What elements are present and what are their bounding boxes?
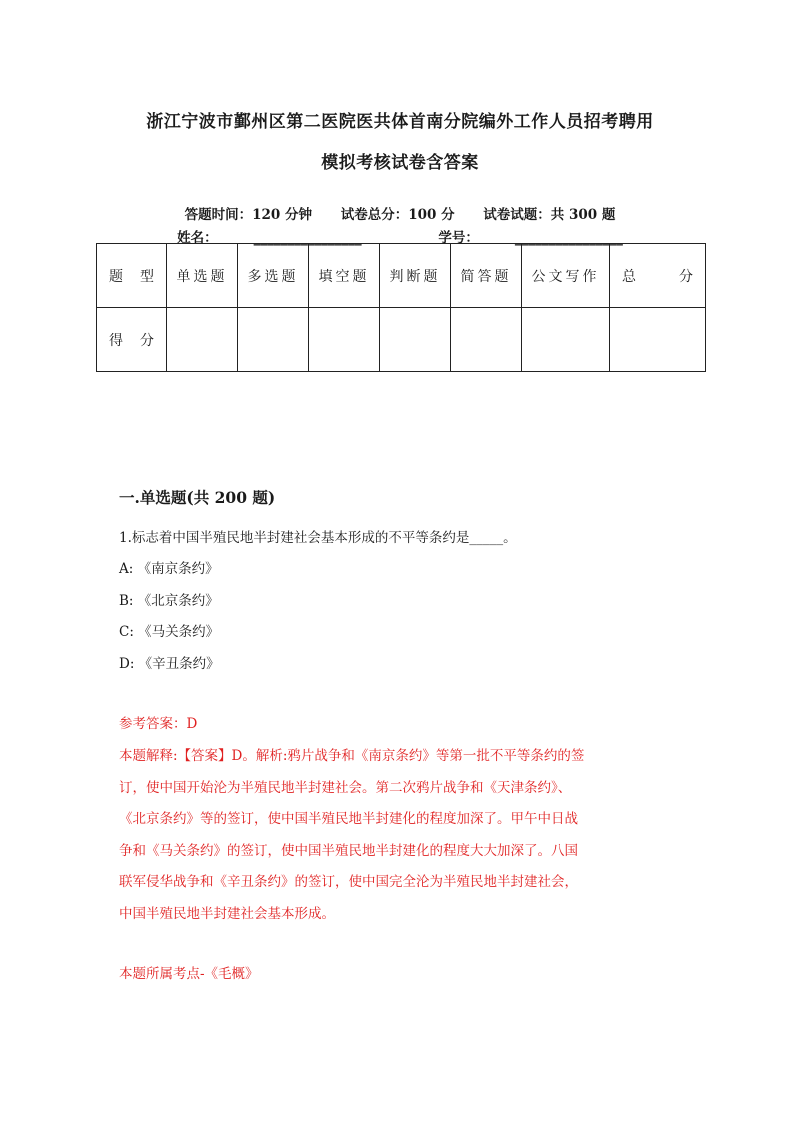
column-header: 公文写作 — [522, 244, 610, 308]
option-b: B: 《北京条约》 — [119, 593, 219, 609]
score-label-cell — [97, 308, 167, 372]
score-label-char: 分 — [140, 332, 154, 349]
column-header: 多选题 — [238, 244, 309, 308]
exam-info — [0, 203, 800, 223]
topic-label: 本题所属考点-《毛概》 — [119, 966, 259, 982]
score-cell[interactable] — [610, 308, 706, 372]
score-table — [96, 243, 706, 372]
explanation-line: 订，使中国开始沦为半殖民地半封建社会。第二次鸦片战争和《天津条约》、 — [119, 779, 572, 796]
column-header: 判断题 — [380, 244, 451, 308]
question-stem: 1.标志着中国半殖民地半封建社会基本形成的不平等条约是_____。 — [119, 530, 517, 546]
score-cell[interactable] — [522, 308, 610, 372]
score-label-char: 得 — [109, 332, 123, 349]
reference-answer: 参考答案：D — [119, 716, 198, 732]
total-label-char: 分 — [679, 268, 693, 285]
exam-question-count: 试卷试题：共 300 题 — [483, 207, 616, 223]
page-title-line1: 浙江宁波市鄞州区第二医院医共体首南分院编外工作人员招考聘用 — [146, 112, 654, 132]
page-title-line2: 模拟考核试卷含答案 — [321, 153, 479, 173]
type-label-char: 题 — [109, 268, 123, 285]
explanation-line: 中国半殖民地半封建社会基本形成。 — [119, 905, 335, 922]
type-label-char: 型 — [140, 268, 154, 285]
score-cell[interactable] — [451, 308, 522, 372]
explanation-line: 联军侵华战争和《辛丑条约》的签订，使中国完全沦为半殖民地半封建社会， — [119, 874, 578, 890]
explanation-line: 《北京条约》等的签订，使中国半殖民地半封建化的程度加深了。甲午中日战 — [119, 811, 578, 827]
option-a: A: 《南京条约》 — [119, 561, 219, 577]
id-blank: ________________ — [514, 230, 623, 246]
answer-explanation — [119, 741, 679, 930]
score-cell[interactable] — [167, 308, 238, 372]
explanation-line: 争和《马关条约》的签订，使中国半殖民地半封建化的程度大大加深了。八国 — [119, 842, 578, 859]
exam-total-score: 试卷总分：100 分 — [340, 207, 455, 223]
score-cell[interactable] — [380, 308, 451, 372]
score-table-header-row — [97, 244, 706, 308]
name-blank: ________________ — [253, 230, 362, 246]
name-label: 姓名： — [177, 230, 218, 246]
total-label-char: 总 — [622, 268, 636, 285]
id-label: 学号： — [438, 230, 479, 246]
score-table-score-row — [97, 308, 706, 372]
score-cell[interactable] — [309, 308, 380, 372]
column-header: 单选题 — [167, 244, 238, 308]
exam-time: 答题时间：120 分钟 — [184, 207, 312, 223]
column-header: 简答题 — [451, 244, 522, 308]
type-label-cell — [97, 244, 167, 308]
total-label-cell — [610, 244, 706, 308]
score-cell[interactable] — [238, 308, 309, 372]
section-title: 一.单选题(共 200 题) — [119, 488, 276, 507]
option-c: C: 《马关条约》 — [119, 624, 220, 640]
explanation-line: 本题解释:【答案】D。解析:鸦片战争和《南京条约》等第一批不平等条约的签 — [119, 748, 585, 764]
column-header: 填空题 — [309, 244, 380, 308]
option-d: D: 《辛丑条约》 — [119, 656, 220, 672]
